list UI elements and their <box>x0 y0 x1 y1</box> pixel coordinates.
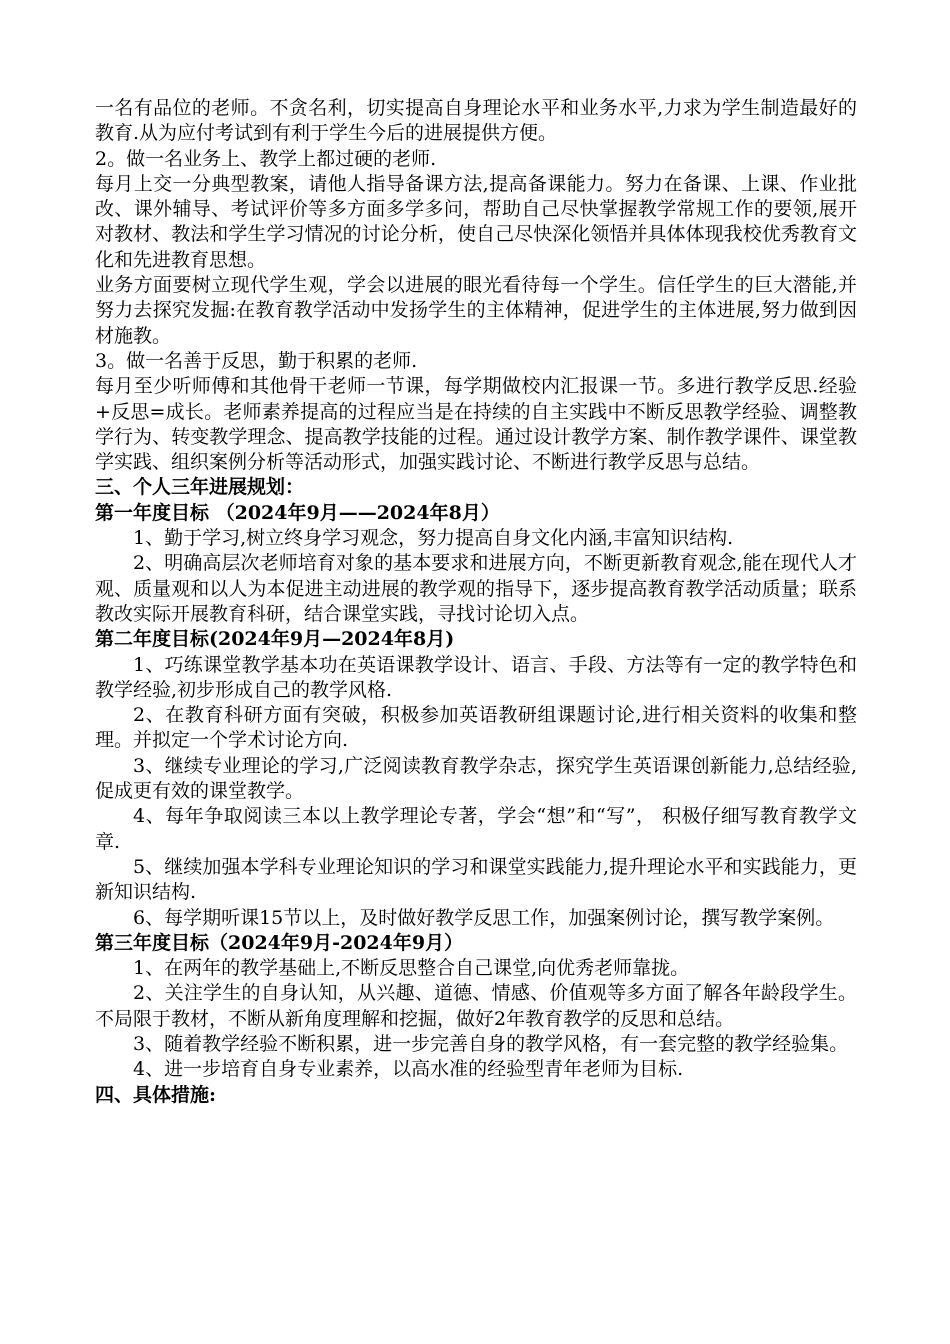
list-item: 6、每学期听课15节以上，及时做好教学反思工作，加强案例讨论，撰写教学案例。 <box>133 906 835 929</box>
list-item: 5、继续加强本学科专业理论知识的学习和课堂实践能力,提升理论水平和实践能力，更新知识结构. <box>95 855 857 904</box>
year-two-heading: 第二年度目标(2024年9月—2024年8月) <box>95 628 455 651</box>
list-item: 3、继续专业理论的学习,广泛阅读教育教学杂志，探究学生英语课创新能力,总结经验,促成更有效的课堂教学。 <box>95 754 857 803</box>
list-item: 2、关注学生的自身认知，从兴趣、道德、情感、价值观等多方面了解各年龄段学生。不局限于教材，不断从新角度理解和挖掘，做好2年教育教学的反思和总结。 <box>95 982 857 1030</box>
section-item: 2。做一名业务上、教学上都过硬的老师. <box>95 147 437 170</box>
year-three-heading: 第三年度目标（2024年9月-2024年9月） <box>95 931 464 954</box>
paragraph: 业务方面要树立现代学生观，学会以进展的眼光看待每一个学生。信任学生的巨大潜能,并努力去探究发掘:在教育教学活动中发扬学生的主体精神，促进学生的主体进展,努力做到因材施教。 <box>95 274 857 347</box>
list-item: 1、在两年的教学基础上,不断反思整合自己课堂,向优秀老师靠拢。 <box>133 957 690 980</box>
section-item: 3。做一名善于反思，勤于积累的老师. <box>95 349 418 372</box>
paragraph: 每月上交一分典型教案，请他人指导备课方法,提高备课能力。努力在备课、上课、作业批改、课外辅导、考试评价等多方面多学多问，帮助自己尽快掌握教学常规工作的要领,展开对教材、教法和学生学习情况的讨论分析，使自己尽快深化领悟并具体体现我校优秀教育文化和先进教育思想。 <box>95 172 857 271</box>
list-item: 3、随着教学经验不断积累，进一步完善自身的教学风格，有一套完整的教学经验集。 <box>133 1032 849 1055</box>
section-heading: 三、个人三年进展规划： <box>95 476 305 499</box>
list-item: 4、每年争取阅读三本以上教学理论专著，学会“想”和“写”， 积极仔细写教育教学文章. <box>95 805 857 853</box>
list-item: 4、进一步培育自身专业素养，以高水准的经验型青年老师为目标. <box>133 1058 684 1081</box>
list-item: 1、巧练课堂教学基本功在英语课教学设计、语言、手段、方法等有一定的教学特色和教学经验,初步形成自己的教学风格. <box>95 653 857 701</box>
list-item: 2、在教育科研方面有突破，积极参加英语教研组课题讨论,进行相关资料的收集和整理。并拟定一个学术讨论方向. <box>95 704 857 752</box>
list-item: 2、明确高层次老师培育对象的基本要求和进展方向，不断更新教育观念,能在现代人才观、质量观和以人为本促进主动进展的教学观的指导下，逐步提高教育教学活动质量；联系教改实际开展教育科研，结合课堂实践，寻找讨论切入点。 <box>95 552 857 625</box>
document-body <box>95 96 857 1108</box>
section-heading: 四、具体措施: <box>95 1083 217 1106</box>
paragraph: 一名有品位的老师。不贪名利，切实提高自身理论水平和业务水平,力求为学生制造最好的教育.从为应付考试到有利于学生今后的进展提供方便。 <box>95 97 857 145</box>
list-item: 1、勤于学习,树立终身学习观念，努力提高自身文化内涵,丰富知识结构. <box>133 527 734 550</box>
year-one-heading: 第一年度目标 （2024年9月——2024年8月） <box>95 501 500 524</box>
paragraph: 每月至少听师傅和其他骨干老师一节课，每学期做校内汇报课一节。多进行教学反思.经验+反思=成长。老师素养提高的过程应当是在持续的自主实践中不断反思教学经验、调整教学行为、转变教学理念、提高教学技能的过程。通过设计教学方案、制作教学课件、课堂教学实践、组织案例分析等活动形式，加强实践讨论、不断进行教学反思与总结。 <box>95 375 857 474</box>
